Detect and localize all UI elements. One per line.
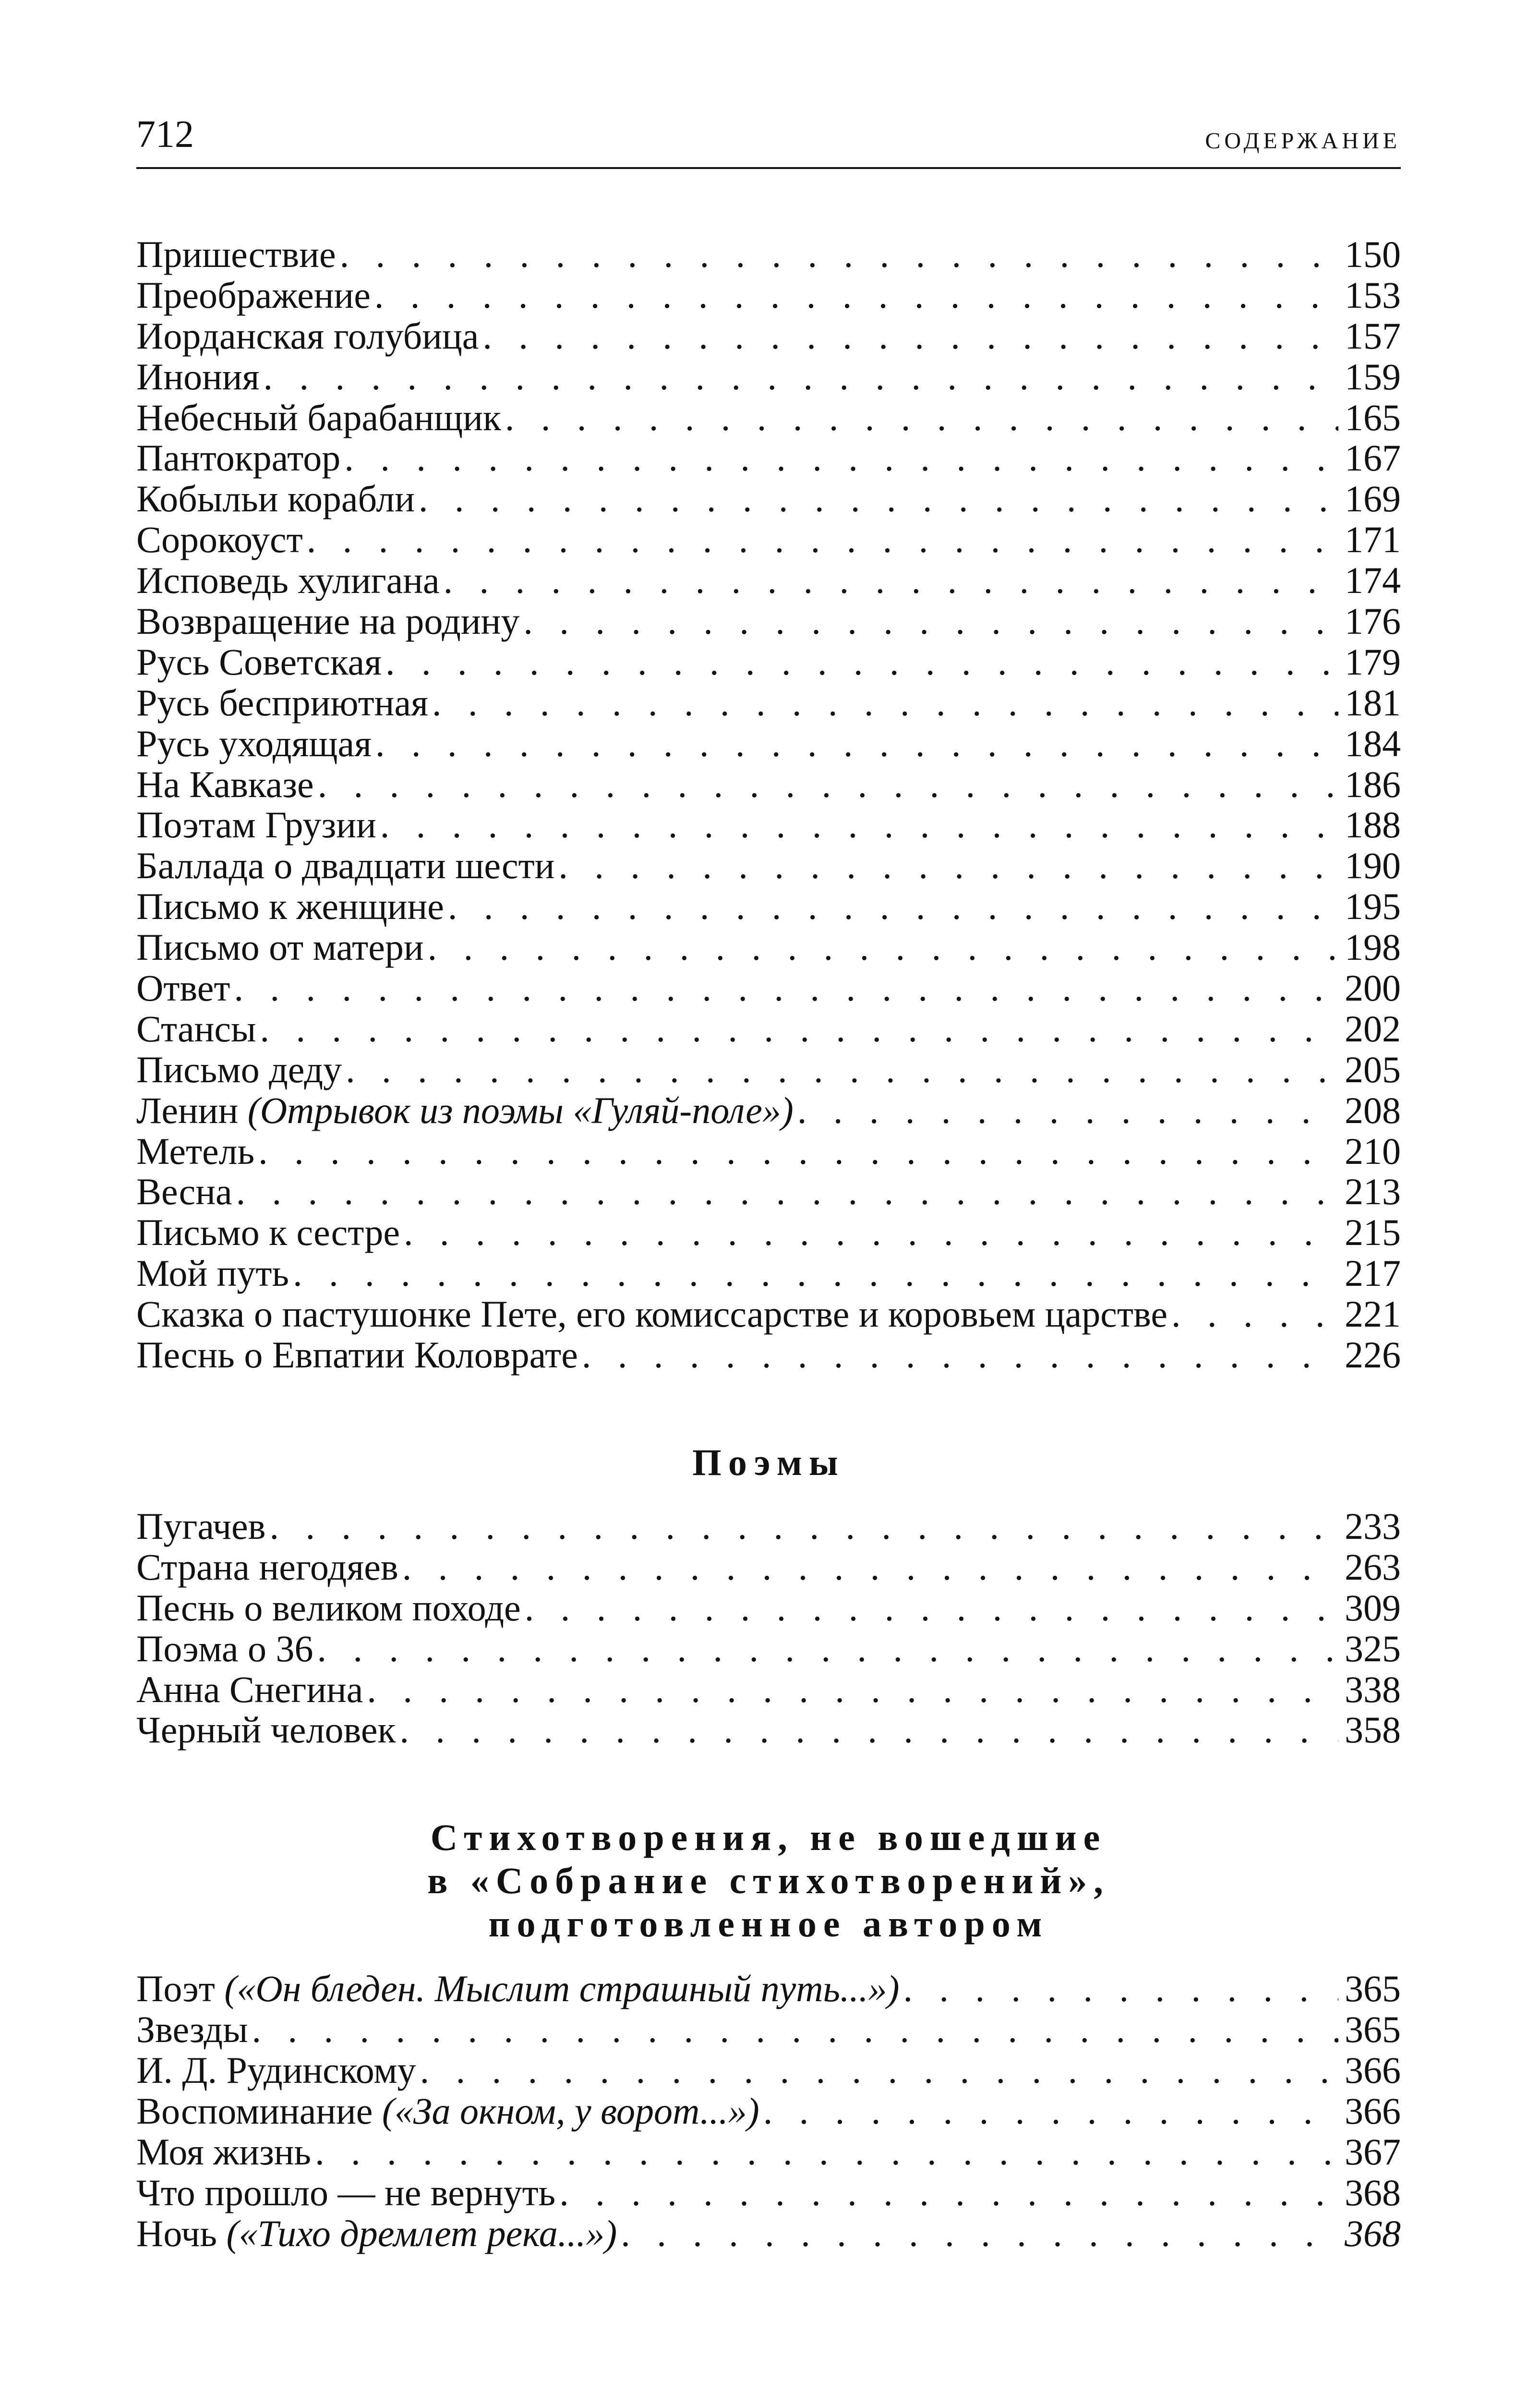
toc-entry (136, 1629, 1401, 1669)
dot-leader (582, 1335, 1338, 1376)
entry-title-text: Ответ (136, 967, 230, 1009)
entry-title (136, 1669, 363, 1710)
entry-title-text: Письмо деду (136, 1048, 342, 1090)
entry-title (136, 1547, 398, 1588)
entry-title-text: Преображение (136, 274, 371, 316)
entry-title (136, 2213, 617, 2254)
entry-title-text: Звезды (136, 2008, 248, 2051)
entry-title (136, 968, 230, 1009)
dot-leader (1171, 1294, 1338, 1335)
toc-entry (136, 1669, 1401, 1710)
entry-page-number: 368 (1345, 2171, 1401, 2213)
entry-page-number: 165 (1345, 396, 1401, 438)
entry-title-text: Иорданская голубица (136, 314, 479, 357)
entry-title-text: Поэтам Грузии (136, 804, 376, 846)
section-heading-line: Стихотворения, не вошедшие (430, 1816, 1107, 1859)
entry-title-text: На Кавказе (136, 763, 314, 805)
entry-title (136, 601, 519, 642)
toc-entry (136, 1335, 1401, 1376)
dot-leader (523, 601, 1338, 642)
dot-leader (307, 520, 1338, 560)
entry-title (136, 724, 372, 764)
toc-entry (136, 805, 1401, 846)
entry-title (136, 2050, 416, 2091)
entry-title (136, 886, 444, 927)
toc-entry (136, 316, 1401, 357)
entry-title-text: Русь бесприютная (136, 681, 428, 724)
entry-page-number: 368 (1345, 2212, 1401, 2254)
toc-entry (136, 438, 1401, 479)
toc-entry (136, 2091, 1401, 2132)
section-poems (136, 1506, 1401, 1751)
dot-leader (375, 724, 1338, 764)
entry-title (136, 1710, 396, 1751)
dot-leader (318, 764, 1338, 805)
entry-title (136, 560, 440, 601)
dot-leader (402, 1547, 1338, 1588)
dot-leader (559, 2173, 1338, 2213)
entry-page-number: 186 (1345, 763, 1401, 805)
dot-leader (346, 1050, 1338, 1090)
entry-title (136, 1588, 521, 1629)
toc-entry (136, 724, 1401, 764)
entry-page-number: 358 (1345, 1709, 1401, 1751)
toc-entry (136, 1090, 1401, 1131)
entry-title-text: Письмо от матери (136, 926, 424, 968)
dot-leader (558, 846, 1338, 886)
entry-title (136, 1172, 232, 1212)
section-heading-uncollected (136, 1816, 1401, 1946)
dot-leader (344, 438, 1338, 479)
toc-entry (136, 1212, 1401, 1253)
table-of-contents (136, 234, 1401, 2254)
dot-leader (399, 1710, 1338, 1751)
entry-title-text: Страна негодяев (136, 1546, 398, 1588)
entry-page-number: 198 (1345, 926, 1401, 968)
entry-page-number: 174 (1345, 559, 1401, 602)
dot-leader (505, 398, 1338, 438)
entry-title-text: Весна (136, 1171, 232, 1213)
dot-leader (252, 2009, 1338, 2050)
entry-title (136, 1629, 313, 1669)
toc-entry (136, 275, 1401, 316)
dot-leader (385, 642, 1338, 683)
toc-entry (136, 764, 1401, 805)
dot-leader (482, 316, 1338, 357)
dot-leader (340, 234, 1338, 275)
section-lyrics (136, 234, 1401, 1376)
toc-entry (136, 1969, 1401, 2009)
dot-leader (258, 1131, 1338, 1172)
entry-title-text: Русь уходящая (136, 722, 372, 764)
entry-title (136, 642, 382, 683)
entry-title-text: Инония (136, 355, 260, 398)
entry-title-text: Кобыльи корабли (136, 478, 415, 520)
section-uncollected (136, 1969, 1401, 2254)
toc-entry (136, 2132, 1401, 2173)
entry-title (136, 1506, 266, 1547)
entry-page-number: 217 (1345, 1252, 1401, 1294)
dot-leader (317, 1629, 1338, 1669)
entry-page-number: 205 (1345, 1048, 1401, 1090)
entry-subtitle: («За окном, у ворот...») (382, 2090, 759, 2132)
dot-leader (428, 927, 1338, 968)
entry-page-number: 200 (1345, 967, 1401, 1009)
entry-title (136, 2173, 555, 2213)
entry-title-text: Письмо к сестре (136, 1211, 400, 1254)
entry-page-number: 181 (1345, 681, 1401, 724)
toc-entry (136, 2213, 1401, 2254)
entry-page-number: 190 (1345, 845, 1401, 887)
dot-leader (763, 2091, 1338, 2132)
entry-title-text: Что прошло — не вернуть (136, 2171, 556, 2213)
entry-title-text: Возвращение на родину (136, 600, 520, 642)
entry-title (136, 1090, 794, 1131)
entry-title-text: Русь Советская (136, 641, 382, 683)
dot-leader (419, 479, 1338, 520)
entry-page-number: 153 (1345, 274, 1401, 316)
entry-title (136, 927, 424, 968)
page-header (136, 110, 1401, 168)
entry-page-number: 366 (1345, 2090, 1401, 2132)
entry-title-text: Поэма о 36 (136, 1627, 313, 1669)
toc-entry (136, 1294, 1401, 1335)
entry-title (136, 234, 336, 275)
dot-leader (236, 1172, 1338, 1212)
entry-page-number: 263 (1345, 1546, 1401, 1588)
entry-page-number: 169 (1345, 478, 1401, 520)
dot-leader (367, 1669, 1338, 1710)
entry-page-number: 233 (1345, 1505, 1401, 1547)
toc-entry (136, 886, 1401, 927)
entry-title-text: Поэт (136, 1968, 225, 2010)
entry-title-text: Письмо к женщине (136, 885, 444, 928)
dot-leader (293, 1253, 1338, 1294)
toc-entry (136, 1009, 1401, 1050)
entry-title-text: Пугачев (136, 1505, 266, 1547)
entry-page-number: 184 (1345, 722, 1401, 764)
entry-title-text: И. Д. Рудинскому (136, 2049, 416, 2091)
entry-page-number: 171 (1345, 519, 1401, 561)
toc-entry (136, 601, 1401, 642)
dot-leader (525, 1588, 1338, 1629)
toc-entry (136, 520, 1401, 560)
entry-page-number: 366 (1345, 2049, 1401, 2091)
toc-entry (136, 357, 1401, 398)
entry-title (136, 1335, 578, 1376)
entry-title (136, 520, 303, 560)
dot-leader (234, 968, 1339, 1009)
entry-title (136, 764, 314, 805)
entry-page-number: 179 (1345, 641, 1401, 683)
entry-title (136, 275, 371, 316)
entry-title (136, 805, 376, 846)
entry-page-number: 365 (1345, 1968, 1401, 2010)
entry-title-text: Метель (136, 1130, 255, 1172)
section-heading-line: Поэмы (692, 1441, 845, 1483)
entry-title (136, 1253, 289, 1294)
entry-title-text: Баллада о двадцати шести (136, 845, 555, 887)
entry-title-text: Пришествие (136, 233, 336, 275)
toc-entry (136, 2050, 1401, 2091)
toc-entry (136, 1547, 1401, 1588)
entry-page-number: 325 (1345, 1627, 1401, 1669)
dot-leader (903, 1969, 1338, 2009)
toc-entry (136, 479, 1401, 520)
entry-title (136, 438, 340, 479)
entry-title-text: Анна Снегина (136, 1668, 363, 1710)
dot-leader (797, 1090, 1338, 1131)
dot-leader (432, 683, 1338, 724)
toc-entry (136, 398, 1401, 438)
entry-title-text: Песнь о Евпатии Коловрате (136, 1334, 578, 1376)
section-heading-poems (136, 1441, 1401, 1484)
entry-page-number: 213 (1345, 1171, 1401, 1213)
entry-title (136, 316, 479, 357)
entry-page-number: 210 (1345, 1130, 1401, 1172)
dot-leader (315, 2132, 1338, 2173)
entry-title (136, 1131, 254, 1172)
dot-leader (444, 560, 1338, 601)
section-heading-line: в «Собрание стихотворений», (427, 1860, 1110, 1902)
entry-title (136, 479, 415, 520)
entry-title-text: Сказка о пастушонке Пете, его комиссарстве и коровьем царстве (136, 1293, 1167, 1335)
toc-entry (136, 1253, 1401, 1294)
entry-title (136, 1294, 1167, 1335)
dot-leader (270, 1506, 1339, 1547)
entry-title-text: Небесный барабанщик (136, 396, 501, 438)
dot-leader (260, 1009, 1338, 1050)
section-heading-line: подготовленное автором (488, 1903, 1049, 1945)
entry-title-text: Мой путь (136, 1252, 289, 1294)
toc-entry (136, 642, 1401, 683)
entry-subtitle: («Он бледен. Мыслит страшный путь...») (224, 1968, 900, 2010)
entry-title (136, 1050, 342, 1090)
toc-entry (136, 2009, 1401, 2050)
toc-entry (136, 1131, 1401, 1172)
toc-entry (136, 1710, 1401, 1751)
entry-title (136, 357, 259, 398)
toc-entry (136, 846, 1401, 886)
entry-page-number: 338 (1345, 1668, 1401, 1710)
toc-entry (136, 927, 1401, 968)
header-rule (136, 167, 1401, 169)
entry-page-number: 195 (1345, 885, 1401, 928)
dot-leader (621, 2213, 1338, 2254)
toc-entry (136, 560, 1401, 601)
dot-leader (404, 1212, 1338, 1253)
entry-page-number: 159 (1345, 355, 1401, 398)
entry-subtitle: (Отрывок из поэмы «Гуляй-поле») (247, 1089, 794, 1131)
page-number: 712 (136, 113, 194, 156)
dot-leader (374, 275, 1338, 316)
entry-title (136, 1009, 256, 1050)
entry-subtitle: («Тихо дремлет река...») (226, 2212, 617, 2254)
entry-title-text: Сорокоуст (136, 519, 303, 561)
entry-title-text: Исповедь хулигана (136, 559, 440, 602)
entry-title (136, 398, 501, 438)
entry-title (136, 846, 554, 886)
entry-title (136, 2132, 311, 2173)
entry-title (136, 2091, 759, 2132)
entry-title-text: Черный человек (136, 1709, 396, 1751)
entry-page-number: 167 (1345, 437, 1401, 479)
dot-leader (263, 357, 1338, 398)
entry-page-number: 176 (1345, 600, 1401, 642)
entry-page-number: 365 (1345, 2008, 1401, 2051)
entry-page-number: 202 (1345, 1007, 1401, 1050)
entry-title-text: Воспоминание (136, 2090, 382, 2132)
entry-page-number: 367 (1345, 2130, 1401, 2173)
entry-title-text: Ленин (136, 1089, 248, 1131)
entry-page-number: 215 (1345, 1211, 1401, 1254)
entry-title (136, 1969, 900, 2009)
toc-entry (136, 2173, 1401, 2213)
entry-page-number: 150 (1345, 233, 1401, 275)
toc-entry (136, 1050, 1401, 1090)
dot-leader (448, 886, 1338, 927)
entry-page-number: 188 (1345, 804, 1401, 846)
toc-entry (136, 1506, 1401, 1547)
entry-title-text: Моя жизнь (136, 2130, 312, 2173)
entry-page-number: 309 (1345, 1586, 1401, 1629)
entry-title (136, 2009, 248, 2050)
dot-leader (380, 805, 1338, 846)
entry-page-number: 221 (1345, 1293, 1401, 1335)
entry-title-text: Стансы (136, 1007, 256, 1050)
toc-entry (136, 1172, 1401, 1212)
entry-title (136, 1212, 400, 1253)
running-head: СОДЕРЖАНИЕ (1205, 128, 1401, 154)
entry-title-text: Песнь о великом походе (136, 1586, 521, 1629)
entry-title-text: Пантократор (136, 437, 341, 479)
dot-leader (420, 2050, 1338, 2091)
toc-entry (136, 968, 1401, 1009)
toc-entry (136, 234, 1401, 275)
entry-title (136, 683, 428, 724)
entry-page-number: 208 (1345, 1089, 1401, 1131)
toc-entry (136, 683, 1401, 724)
entry-title-text: Ночь (136, 2212, 227, 2254)
toc-entry (136, 1588, 1401, 1629)
entry-page-number: 157 (1345, 314, 1401, 357)
entry-page-number: 226 (1345, 1334, 1401, 1376)
